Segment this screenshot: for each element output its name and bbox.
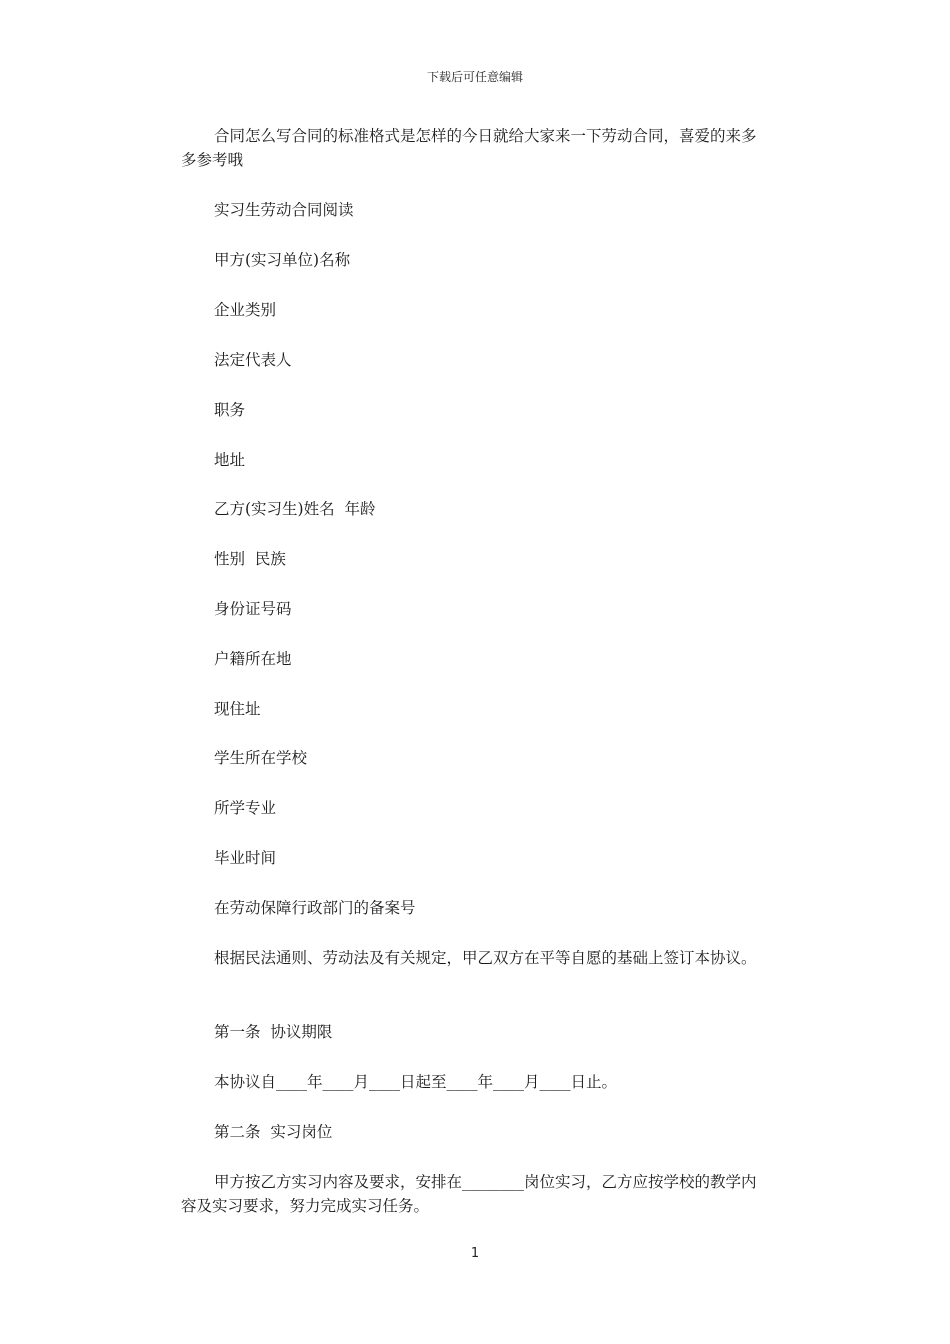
page-header-note: 下载后可任意编辑 [426,70,523,84]
current-address-field: 现住址 [214,700,261,718]
party-b-name-age-field: 乙方(实习生)姓名 年龄 [214,500,376,518]
contract-title: 实习生劳动合同阅读 [214,201,354,219]
filing-number-field: 在劳动保障行政部门的备案号 [214,899,416,917]
school-field: 学生所在学校 [214,749,308,767]
address-field: 地址 [214,451,246,469]
agreement-basis-paragraph: 根据民法通则、劳动法及有关规定，甲乙双方在平等自愿的基础上签订本协议。 [214,949,757,967]
household-registration-field: 户籍所在地 [214,650,292,668]
party-a-name-field: 甲方(实习单位)名称 [214,251,351,269]
article-2-position-paragraph: 甲方按乙方实习内容及要求，安排在________岗位实习，乙方应按学校的教学内容及实习要求，努力完成实习任务。 [181,1173,757,1215]
major-field: 所学专业 [214,799,277,817]
graduation-time-field: 毕业时间 [214,849,277,867]
page-number: 1 [470,1246,480,1261]
article-1-heading: 第一条 协议期限 [214,1023,333,1041]
legal-representative-field: 法定代表人 [214,351,292,369]
enterprise-type-field: 企业类别 [214,301,277,319]
intro-paragraph: 合同怎么写合同的标准格式是怎样的今日就给大家来一下劳动合同，喜爱的来多多参考哦 [181,127,757,169]
gender-ethnicity-field: 性别 民族 [214,550,286,568]
id-number-field: 身份证号码 [214,600,292,618]
article-1-term-paragraph: 本协议自____年____月____日起至____年____月____日止。 [214,1073,618,1091]
article-2-heading: 第二条 实习岗位 [214,1123,333,1141]
position-field: 职务 [214,401,246,419]
